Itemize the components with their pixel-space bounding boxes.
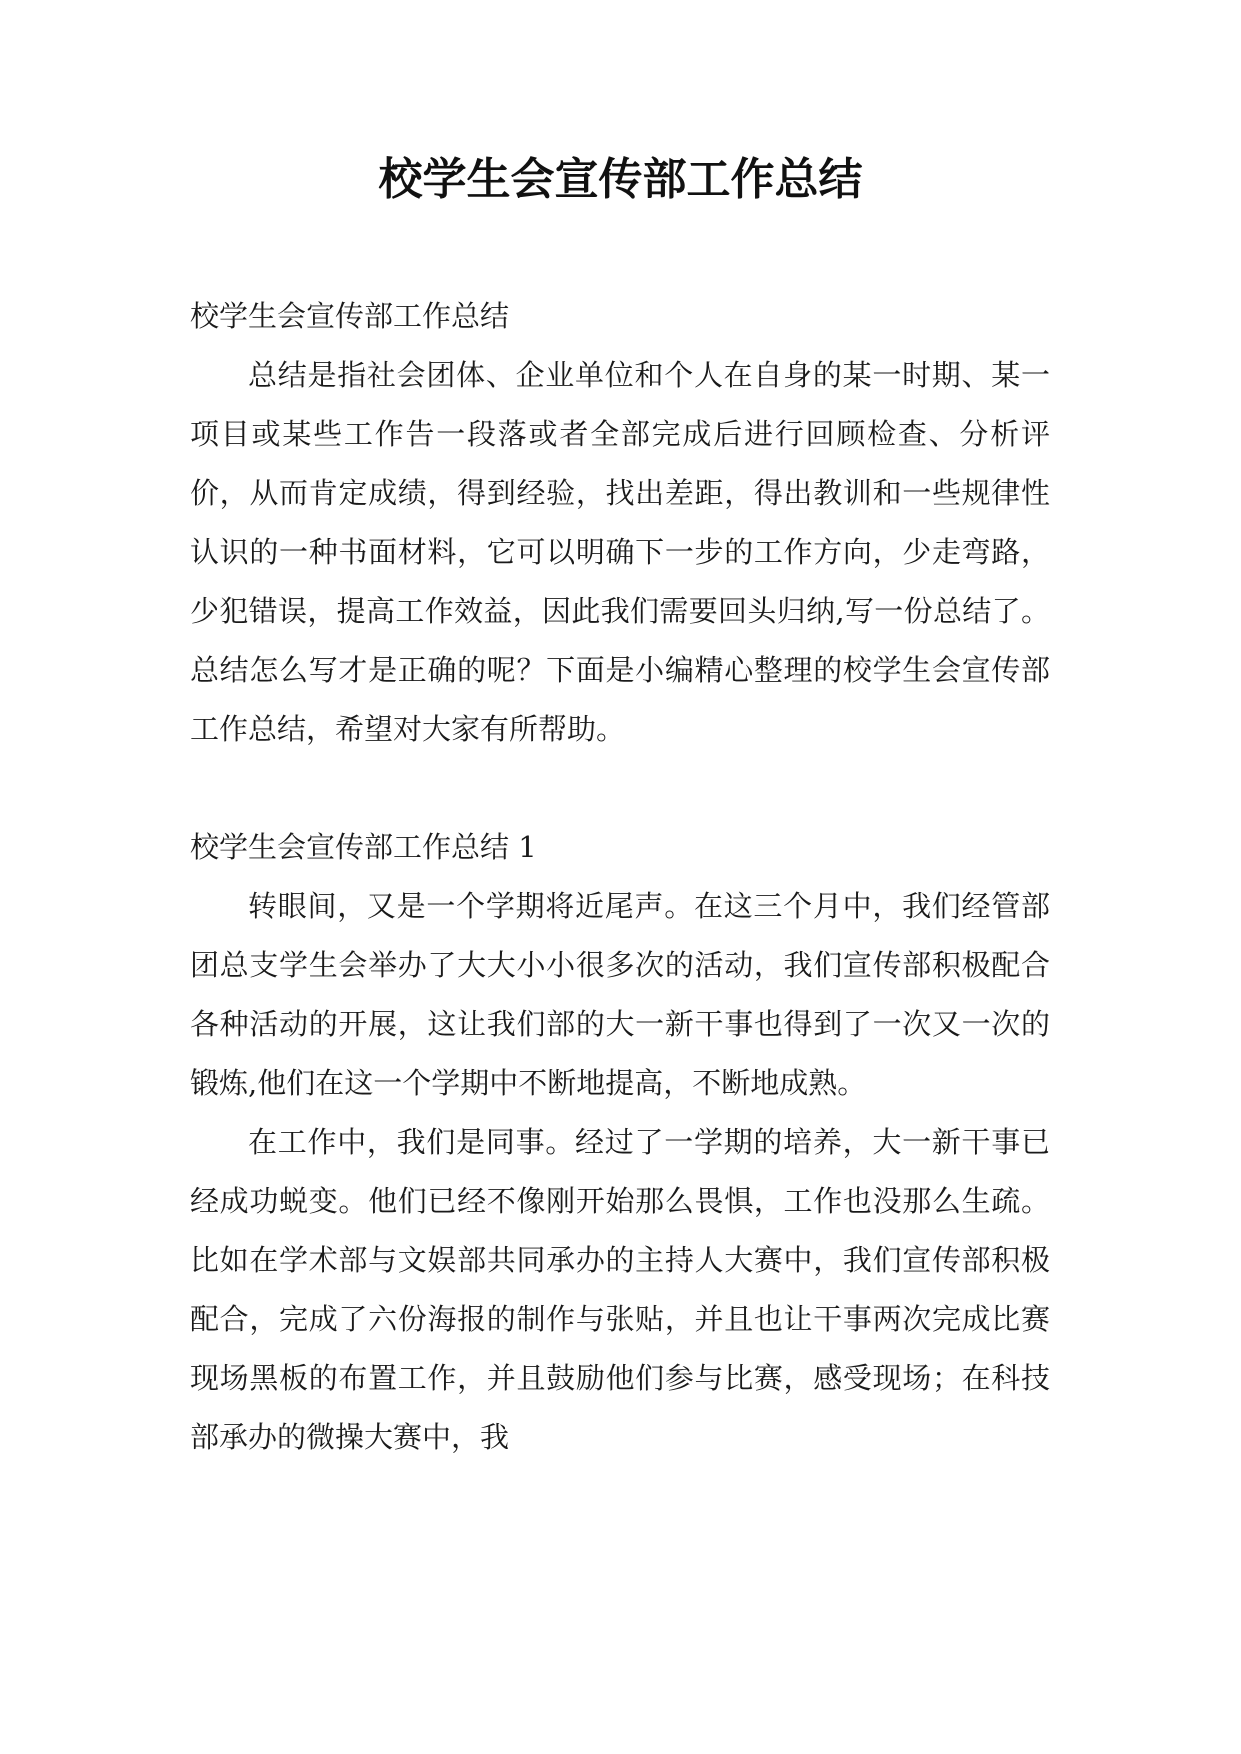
document-body — [190, 287, 1050, 1467]
intro-paragraph: 总结是指社会团体、企业单位和个人在自身的某一时期、某一项目或某些工作告一段落或者全部完成后进行回顾检查、分析评价，从而肯定成绩，得到经验，找出差距，得出教训和一些规律性认识的一种书面材料，它可以明确下一步的工作方向，少走弯路，少犯错误，提高工作效益，因此我们需要回头归纳,写一份总结了。总结怎么写才是正确的呢？下面是小编精心整理的校学生会宣传部工作总结，希望对大家有所帮助。 — [190, 358, 1050, 746]
section-paragraph-2: 在工作中，我们是同事。经过了一学期的培养，大一新干事已经成功蜕变。他们已经不像刚开始那么畏惧，工作也没那么生疏。比如在学术部与文娱部共同承办的主持人大赛中，我们宣传部积极配合，完成了六份海报的制作与张贴，并且也让干事两次完成比赛现场黑板的布置工作，并且鼓励他们参与比赛，感受现场；在科技部承办的微操大赛中，我 — [190, 1125, 1050, 1454]
document-subtitle: 校学生会宣传部工作总结 — [190, 299, 510, 333]
section-spacer — [190, 759, 1050, 818]
document-title: 校学生会宣传部工作总结 — [378, 154, 863, 205]
section-paragraph-1: 转眼间，又是一个学期将近尾声。在这三个月中，我们经管部团总支学生会举办了大大小小很多次的活动，我们宣传部积极配合各种活动的开展，这让我们部的大一新干事也得到了一次又一次的锻炼,他们在这一个学期中不断地提高，不断地成熟。 — [190, 889, 1050, 1100]
section-heading: 校学生会宣传部工作总结 1 — [190, 830, 537, 864]
